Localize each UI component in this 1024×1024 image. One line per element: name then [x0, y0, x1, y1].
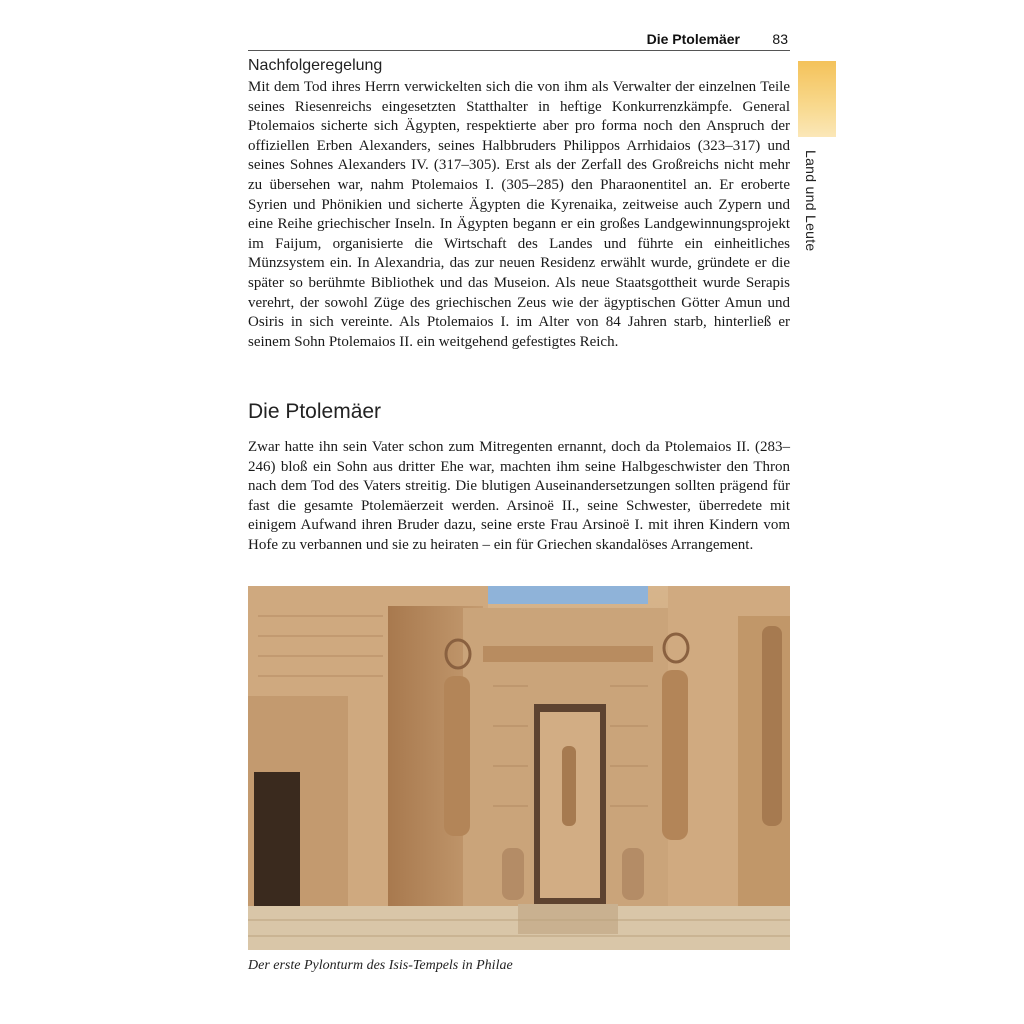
section-heading: Die Ptolemäer	[248, 400, 382, 423]
running-title: Die Ptolemäer	[646, 31, 740, 47]
temple-photo	[248, 586, 790, 950]
page-number: 83	[772, 31, 788, 47]
chapter-tab-label: Land und Leute	[803, 150, 819, 252]
paragraph-nachfolgeregelung: Mit dem Tod ihres Herrn verwickelten sich die von ihm als Verwalter der einzelnen Teile seines Riesenreichs eingesetzten Statthalter in heftige Konkurrenzkämpfe. General Ptolemaios sicherte sich Ägypten, respektierte aber pro forma noch den Anspruch der offiziellen Erben Alexanders, seines Halbbruders Philippos Arrhidaios (323–317) und seines Sohnes Alexanders IV. (317–305). Erst als der Zerfall des Großreichs nicht mehr zu übersehen war, nahm Ptolemaios I. (305–285) den Pharaonentitel an. Er eroberte Syrien und Phönikien und sicherte Ägypten die Kyrenaika, zeitweise auch Zypern und eine Reihe griechischer Inseln. In Ägypten begann er ein großes Landgewinnungsprojekt im Faijum, organisierte die Wirtschaft des Landes und führte ein einheitliches Münzsystem ein. In Alexandria, das zur neuen Residenz erwählt wurde, gründete er die später so berühmte Bibliothek und das Museion. Als neue Staatsgottheit wurde Serapis verehrt, der sowohl Züge des griechischen Zeus wie der ägyptischen Götter Amun und Osiris in sich vereinte. Als Ptolemaios I. im Alter von 84 Jahren starb, hinterließ er seinem Sohn Ptolemaios II. ein weitgehend gefestigtes Reich.	[248, 79, 790, 350]
figure-caption: Der erste Pylonturm des Isis-Tempels in Philae	[248, 958, 513, 973]
chapter-tab-marker	[798, 61, 836, 137]
running-header	[248, 30, 790, 51]
subheading-nachfolgeregelung: Nachfolgeregelung	[248, 57, 383, 74]
paragraph-ptolemaeer: Zwar hatte ihn sein Vater schon zum Mitregenten ernannt, doch da Ptolemaios II. (283–246) bloß ein Sohn aus dritter Ehe war, machten ihm seine Halbgeschwister den Thron nach dem Tod des Vaters streitig. Die blutigen Auseinandersetzungen sollten prägend für fast die gesamte Ptolemäerzeit werden. Arsinoë II., seine Schwester, überredete mit einigem Aufwand ihren Bruder dazu, seine erste Frau Arsinoë I. mit ihren Kindern vom Hofe zu verbannen und sie zu heiraten – ein für Griechen skandalöses Arrangement.	[248, 439, 790, 553]
